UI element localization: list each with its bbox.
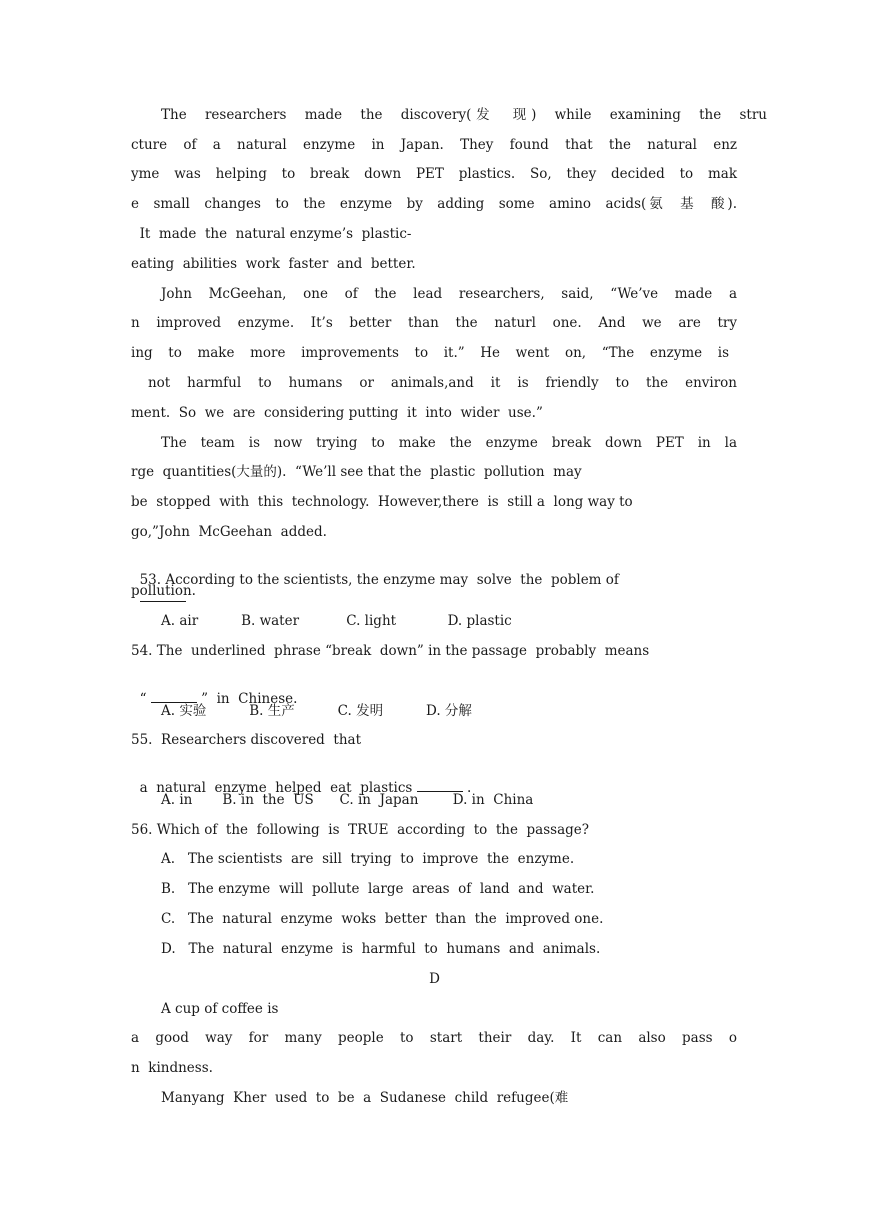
question-54-open-quote: “ <box>139 691 151 707</box>
passage-c-p2-line-5: ment. So we are considering putting it into wider use.” <box>131 405 543 421</box>
question-53-stem-text: 53. According to the scientists, the enzyme may solve the poblem of <box>139 572 619 588</box>
passage-c-p1-line-1: The researchers made the discovery(发 现) while examining the stru <box>161 107 767 123</box>
passage-c-p2-line-3: ing to make more improvements to it.” He went on, “The enzyme is <box>131 345 729 361</box>
passage-c-p1-line-4: e small changes to the enzyme by adding some amino acids(氨 基 酸). <box>131 196 737 212</box>
question-56-option-c: C. The natural enzyme woks better than the improved one. <box>161 911 604 927</box>
question-54-stem: 54. The underlined phrase “break down” in the passage probably means <box>131 643 650 659</box>
passage-c-p1-line-3: yme was helping to break down PET plastics. So, they decided to mak <box>131 166 737 182</box>
question-55-stem-text: a natural enzyme helped eat plastics <box>139 780 417 796</box>
passage-d-line-2: a good way for many people to start their day. It can also pass o <box>131 1030 737 1046</box>
passage-c-p1-line-6: eating abilities work faster and better. <box>131 256 416 272</box>
question-56-option-d: D. The natural enzyme is harmful to humans and animals. <box>161 941 601 957</box>
passage-c-p2-line-2: n improved enzyme. It’s better than the naturl one. And we are try <box>131 315 737 331</box>
passage-c-p1-line-5: It made the natural enzyme’s plastic- <box>131 226 412 242</box>
section-heading-d: D <box>429 971 440 987</box>
question-56-option-b: B. The enzyme will pollute large areas of land and water. <box>161 881 595 897</box>
question-54-close-text: ” in Chinese. <box>196 691 298 707</box>
question-55-stem: 55. Researchers discovered that <box>131 732 361 748</box>
passage-c-p3-line-3: be stopped with this technology. However,there is still a long way to <box>131 494 633 510</box>
passage-c-p1-line-2: cture of a natural enzyme in Japan. They found that the natural enz <box>131 137 737 153</box>
passage-c-p2-line-1: John McGeehan, one of the lead researchers, said, “We’ve made a <box>161 286 737 302</box>
question-54-options: A. 实验 B. 生产 C. 发明 D. 分解 <box>161 703 472 719</box>
question-53-stem-cont: pollution. <box>131 583 196 599</box>
question-53-options: A. air B. water C. light D. plastic <box>161 613 512 629</box>
question-56-option-a: A. The scientists are sill trying to improve the enzyme. <box>161 851 575 867</box>
passage-c-p3-line-4: go,”John McGeehan added. <box>131 524 327 540</box>
passage-d-line-3: n kindness. <box>131 1060 213 1076</box>
passage-d-line-1: A cup of coffee is <box>161 1001 279 1017</box>
question-56-stem: 56. Which of the following is TRUE according to the passage? <box>131 822 590 838</box>
question-55-period: . <box>462 780 472 796</box>
passage-c-p3-line-2: rge quantities(大量的). “We’ll see that the plastic pollution may <box>131 464 582 480</box>
question-55-options: A. in B. in the US C. in Japan D. in China <box>161 792 534 808</box>
passage-c-p2-line-4: not harmful to humans or animals,and it is friendly to the environ <box>131 375 737 391</box>
passage-d-line-4: Manyang Kher used to be a Sudanese child refugee(难 <box>161 1090 569 1106</box>
passage-c-p3-line-1: The team is now trying to make the enzyme break down PET in la <box>161 435 737 451</box>
